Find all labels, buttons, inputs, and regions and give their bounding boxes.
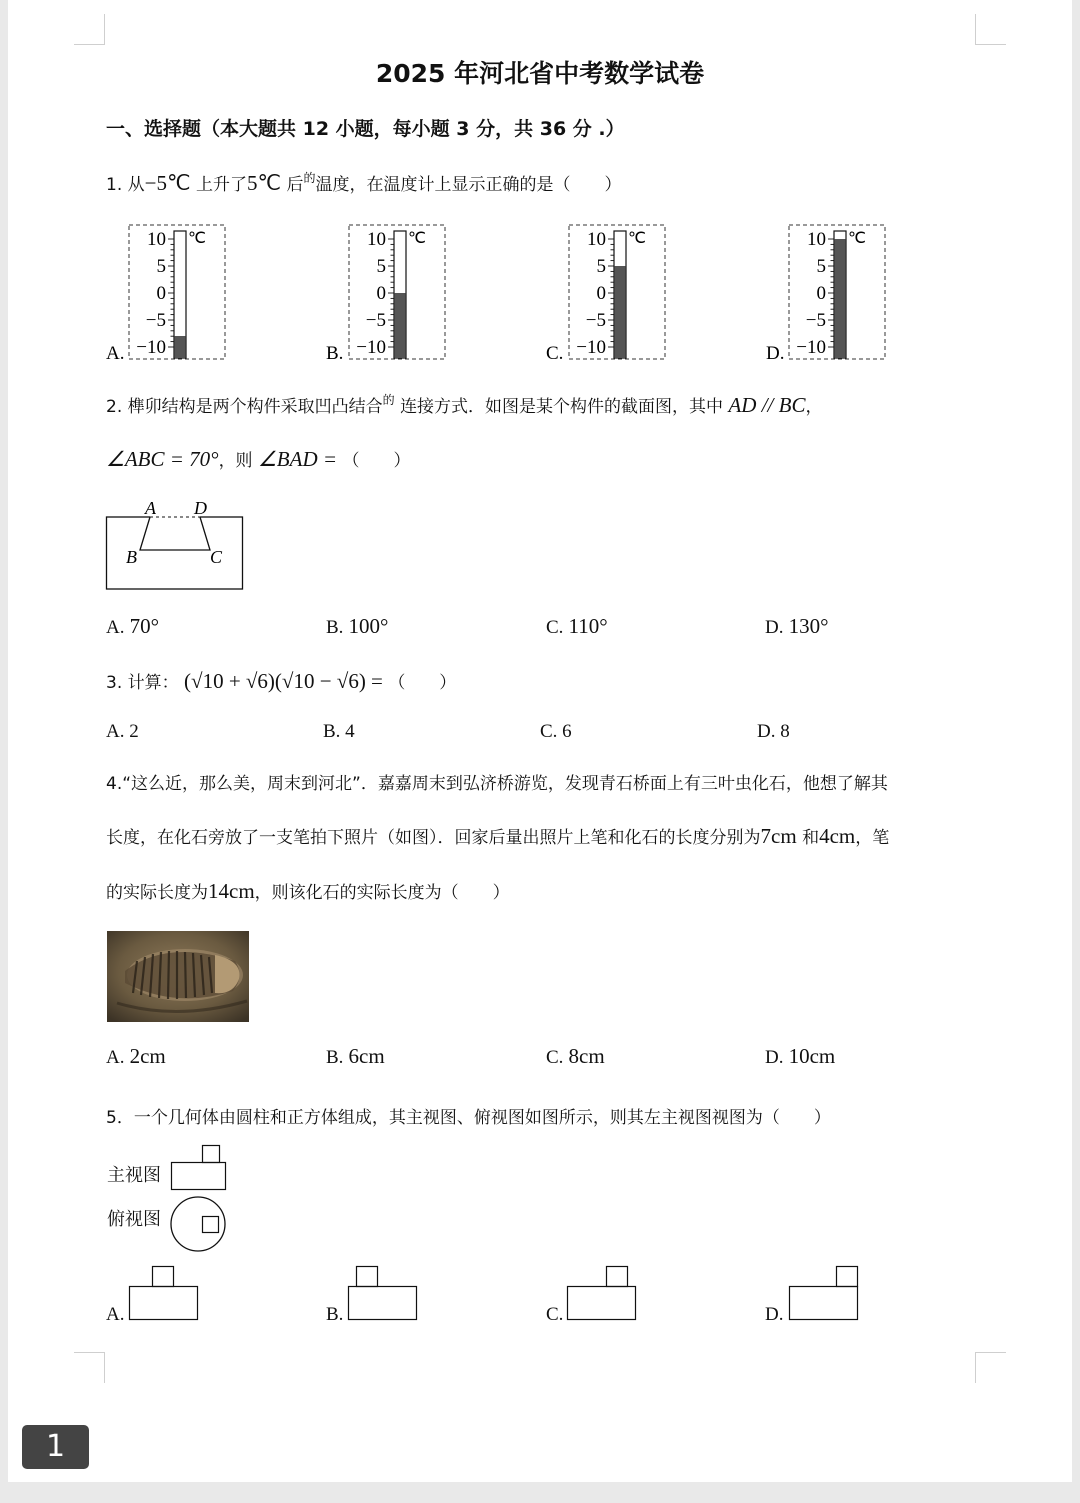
- tick-label: −5: [145, 310, 166, 331]
- option-label: A.: [106, 343, 125, 364]
- crop-mark-top-right: [975, 14, 1006, 45]
- tick-label: 0: [156, 283, 166, 304]
- vertex-c: C: [210, 547, 223, 567]
- mercury-column: [615, 266, 626, 358]
- q4-option-a[interactable]: A. 2cm: [106, 1044, 166, 1068]
- q5-option-c-figure[interactable]: [565, 1264, 639, 1322]
- thermometer-options: [0, 215, 1080, 375]
- tick-label: 10: [587, 229, 606, 250]
- question-3-text: 3. 计算： (√10 + √6)(√10 − √6) = （ ）: [106, 669, 457, 693]
- q5-option-b-label[interactable]: B.: [326, 1304, 344, 1325]
- tick-label: 5: [156, 256, 166, 277]
- q4-option-b[interactable]: B. 6cm: [326, 1044, 385, 1068]
- tick-label: 0: [376, 283, 386, 304]
- q2-option-a[interactable]: A. 70°: [106, 614, 159, 638]
- crop-mark-bottom-left: [74, 1352, 105, 1383]
- q5-option-d-label[interactable]: D.: [765, 1304, 784, 1325]
- q5-option-c-label[interactable]: C.: [546, 1304, 564, 1325]
- question-2-text-line2: ∠ABC = 70°，则 ∠BAD = （ ）: [106, 447, 411, 471]
- question-1-text: 1. 从−5℃ 上升了5℃ 后$^的$温度，在温度计上显示正确的是（ ）: [106, 171, 622, 195]
- front-view-figure: [170, 1144, 230, 1192]
- q5-option-a-figure[interactable]: [127, 1264, 201, 1322]
- q3-option-c[interactable]: C. 6: [540, 721, 572, 742]
- tick-label: −10: [796, 337, 826, 358]
- crop-mark-bottom-right: [975, 1352, 1006, 1383]
- tick-label: −10: [356, 337, 386, 358]
- question-5-text: 5．一个几何体由圆柱和正方体组成，其主视图、俯视图如图所示，则其左主视图视图为（ ）: [106, 1108, 831, 1128]
- tick-label: 5: [596, 256, 606, 277]
- q3-option-a[interactable]: A. 2: [106, 721, 139, 742]
- question-2-text-line1: 2. 榫卯结构是两个构件采取凹凸结合$^的$ 连接方式．如图是某个构件的截面图，其中 AD // BC，: [106, 393, 823, 417]
- crop-mark-top-left: [74, 14, 105, 45]
- trapezoid-abcd: [140, 517, 210, 550]
- tick-label: −5: [805, 310, 826, 331]
- q2-option-d[interactable]: D. 130°: [765, 614, 829, 638]
- q3-option-b[interactable]: B. 4: [323, 721, 355, 742]
- tick-label: 10: [367, 229, 386, 250]
- tick-label: 0: [816, 283, 826, 304]
- page-number-badge[interactable]: 1: [22, 1425, 89, 1469]
- option-label: D.: [766, 343, 785, 364]
- section-heading: 一、选择题（本大题共 12 小题，每小题 3 分，共 36 分 .）: [106, 118, 625, 140]
- q2-option-c[interactable]: C. 110°: [546, 614, 608, 638]
- vertex-a: A: [145, 498, 156, 518]
- tick-label: 5: [816, 256, 826, 277]
- option-label: C.: [546, 343, 564, 364]
- tick-label: −10: [136, 337, 166, 358]
- q4-option-d[interactable]: D. 10cm: [765, 1044, 836, 1068]
- unit-label: ℃: [628, 230, 646, 247]
- question-4-line1: 4.“这么近，那么美，周末到河北”．嘉嘉周末到弘济桥游览，发现青石桥面上有三叶虫化石，他想了解其: [106, 774, 888, 794]
- tick-label: 0: [596, 283, 606, 304]
- top-view-label: 俯视图: [107, 1209, 161, 1229]
- trilobite-fossil-photo: [107, 931, 249, 1022]
- top-view-figure: [168, 1195, 230, 1257]
- front-view-label: 主视图: [107, 1165, 161, 1185]
- unit-label: ℃: [408, 230, 426, 247]
- q3-option-d[interactable]: D. 8: [757, 721, 790, 742]
- q2-option-b[interactable]: B. 100°: [326, 614, 389, 638]
- tick-label: −5: [365, 310, 386, 331]
- vertex-b: B: [126, 547, 137, 567]
- mercury-column: [835, 239, 846, 358]
- option-label: B.: [326, 343, 344, 364]
- tick-label: 10: [147, 229, 166, 250]
- vertex-d: D: [194, 498, 207, 518]
- tick-label: −5: [585, 310, 606, 331]
- tick-label: 5: [376, 256, 386, 277]
- q5-option-b-figure[interactable]: [346, 1264, 420, 1322]
- exam-title: 2025 年河北省中考数学试卷: [375, 59, 705, 88]
- question-4-line3: 的实际长度为14cm，则该化石的实际长度为（ ）: [106, 879, 510, 903]
- tick-label: 10: [807, 229, 826, 250]
- mercury-column: [175, 336, 186, 358]
- tenon-figure: [100, 495, 250, 595]
- q5-option-d-figure[interactable]: [786, 1264, 862, 1322]
- unit-label: ℃: [188, 230, 206, 247]
- q5-option-a-label[interactable]: A.: [106, 1304, 125, 1325]
- unit-label: ℃: [848, 230, 866, 247]
- q4-option-c[interactable]: C. 8cm: [546, 1044, 605, 1068]
- question-4-line2: 长度，在化石旁放了一支笔拍下照片（如图）．回家后量出照片上笔和化石的长度分别为7cm 和4cm，笔: [106, 824, 890, 848]
- mercury-column: [395, 293, 406, 358]
- tick-label: −10: [576, 337, 606, 358]
